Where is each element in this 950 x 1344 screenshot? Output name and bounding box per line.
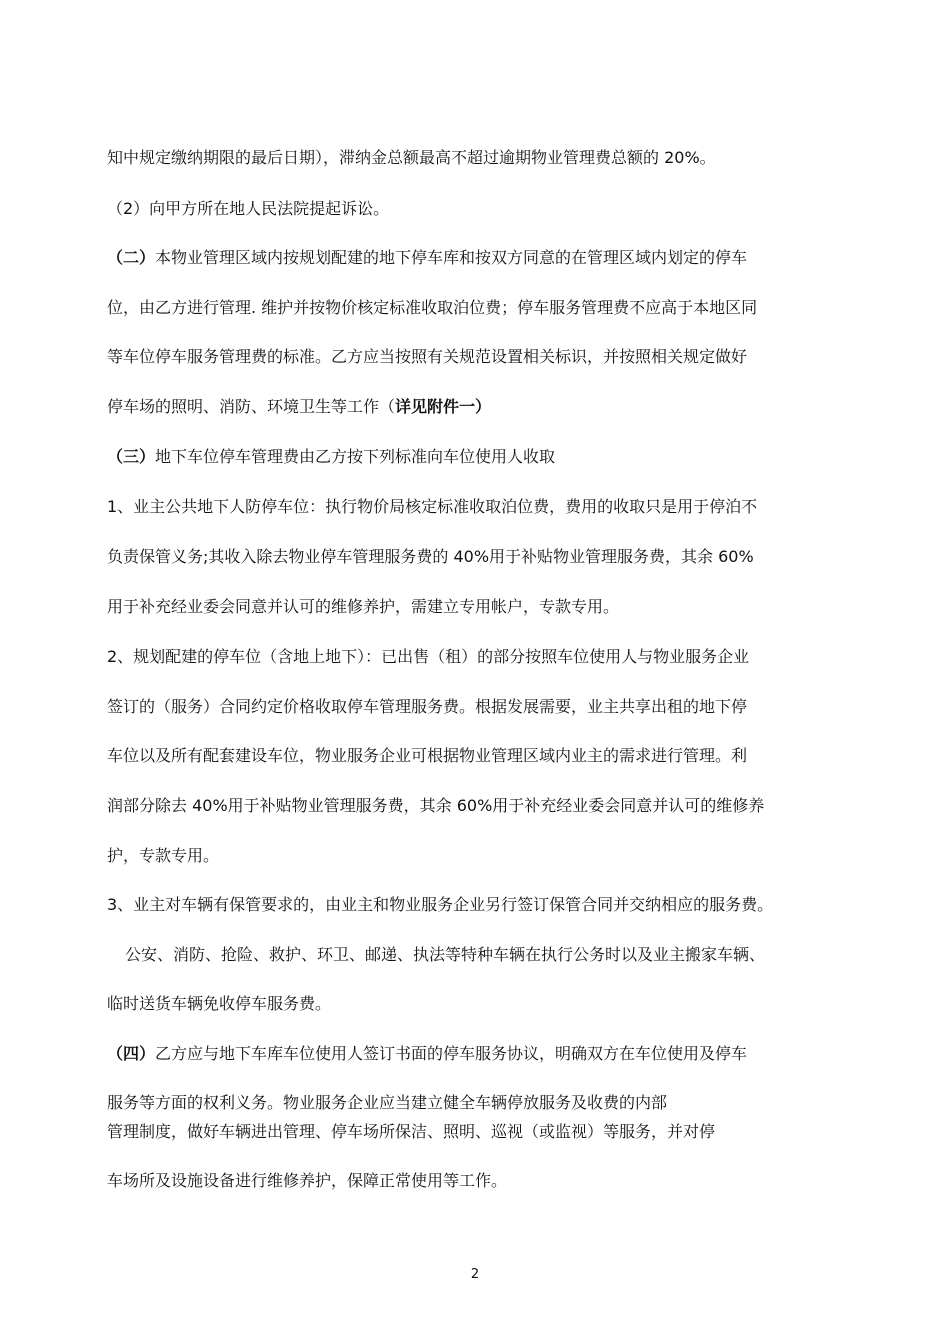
paragraph-line: 位，由乙方进行管理. 维护并按物价核定标准收取泊位费；停车服务管理费不应高于本地区同: [107, 298, 758, 317]
paragraph-line: 3、业主对车辆有保管要求的，由业主和物业服务企业另行签订保管合同并交纳相应的服务费。: [107, 895, 774, 914]
paragraph-line: 润部分除去 40%用于补贴物业管理服务费，其余 60%用于补充经业委会同意并认可的维修养: [107, 796, 765, 815]
paragraph-line: 签订的（服务）合同约定价格收取停车管理服务费。根据发展需要，业主共享出租的地下停: [107, 697, 748, 716]
paragraph-line: 公安、消防、抢险、救护、环卫、邮递、执法等特种车辆在执行公务时以及业主搬家车辆、: [125, 945, 766, 964]
paragraph-line: 车场所及设施设备进行维修养护，保障正常使用等工作。: [107, 1171, 508, 1190]
paragraph-line: 知中规定缴纳期限的最后日期），滞纳金总额最高不超过逾期物业管理费总额的 20%。: [107, 148, 716, 167]
paragraph-line: 用于补充经业委会同意并认可的维修养护，需建立专用帐户，专款专用。: [107, 597, 620, 616]
paragraph-line: 临时送货车辆免收停车服务费。: [107, 994, 332, 1013]
appendix-reference: 详见附件一）: [395, 397, 492, 416]
line-text: 停车场的照明、消防、环境卫生等工作（: [107, 397, 396, 416]
paragraph-line: [107, 396, 491, 418]
page-number: 2: [470, 1267, 480, 1282]
section-text: 本物业管理区域内按规划配建的地下停车库和按双方同意的在管理区域内划定的停车: [155, 248, 748, 267]
section-heading-3: [107, 446, 555, 468]
section-text: 地下车位停车管理费由乙方按下列标准向车位使用人收取: [155, 447, 556, 466]
paragraph-line: 管理制度，做好车辆进出管理、停车场所保洁、照明、巡视（或监视）等服务，并对停: [107, 1122, 716, 1141]
paragraph-line: 等车位停车服务管理费的标准。乙方应当按照有关规范设置相关标识，并按照相关规定做好: [107, 347, 748, 366]
paragraph-line: 1、业主公共地下人防停车位：执行物价局核定标准收取泊位费，费用的收取只是用于停泊不: [107, 497, 758, 516]
paragraph-line: 护，专款专用。: [107, 846, 220, 865]
section-number: （二）: [107, 248, 156, 267]
section-number: （四）: [107, 1044, 156, 1063]
section-heading-4: [107, 1043, 747, 1065]
section-number: （三）: [107, 447, 156, 466]
section-heading-2: [107, 247, 747, 269]
section-text: 乙方应与地下车库车位使用人签订书面的停车服务协议，明确双方在车位使用及停车: [155, 1044, 748, 1063]
paragraph-line: 车位以及所有配套建设车位，物业服务企业可根据物业管理区域内业主的需求进行管理。利: [107, 746, 748, 765]
paragraph-line: 负责保管义务;其收入除去物业停车管理服务费的 40%用于补贴物业管理服务费，其余 60%: [107, 547, 754, 566]
paragraph-line: 2、规划配建的停车位（含地上地下）：已出售（租）的部分按照车位使用人与物业服务企业: [107, 647, 750, 666]
paragraph-line: （2）向甲方所在地人民法院提起诉讼。: [107, 199, 390, 218]
paragraph-line: 服务等方面的权利义务。物业服务企业应当建立健全车辆停放服务及收费的内部: [107, 1093, 668, 1112]
